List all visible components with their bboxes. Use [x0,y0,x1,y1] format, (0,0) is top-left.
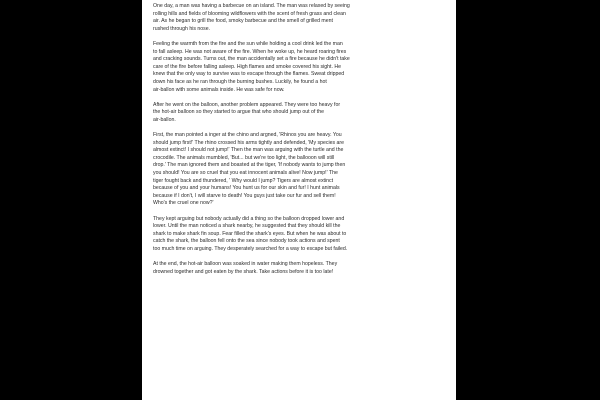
paragraph-6 [153,261,449,276]
text-line: to fall asleep. He was not aware of the fire. When he woke up, he heard roaring fires [153,48,347,55]
paragraph-5 [153,216,449,254]
story-text [153,3,449,284]
text-line: drop.' The man ignored them and boasted at the tiger, 'If nobody wants to jump then [153,162,346,169]
paragraph-1 [153,3,449,33]
text-line: the hot-air balloon so they started to argue that who should jump out of the [153,109,325,116]
document-page [142,0,456,400]
text-line: should jump first!' The rhino crossed his arms tightly and defended, 'My species are [153,139,345,146]
text-line: care of the fire before falling asleep. High flames and smoke covered his sight. He [153,63,342,70]
paragraph-3 [153,102,449,125]
text-line: lower. Until the man noticed a shark nearby, he suggested that they should kill the [153,223,341,230]
text-line: you should! You are so cruel that you eat innocent animals alive! Now jump!' The [153,170,338,177]
text-line: too much time on arguing. They desperately searched for a way to escape but failed. [153,246,348,252]
paragraph-2 [153,41,449,94]
text-line: One day, a man was having a barbecue on an island. The man was relaxed by seeing [153,3,350,9]
text-line: shark to make shark fin soup. Fear filled the shark's eyes. But when he was about to [153,230,347,237]
paragraph-4 [153,132,449,208]
text-line: and cracking sounds. Turns out, the man accidentally set a fire because he didn't take [153,56,350,63]
text-line: because of you and your humans! You hunt us for our skin and fur! I hunt animals [153,185,340,192]
text-line: catch the shark, the balloon fell onto the sea since nobody took actions and spent [153,238,340,245]
text-line: tiger fought back and thundered, ' Why would I jump? Tigers are almost extinct [153,177,334,184]
text-line: knew that the only way to survive was to escape through the flames. Sweat dripped [153,71,345,78]
text-line: crocodile. The animals mumbled, 'But... but we're too light, the ballooon will still [153,154,335,161]
text-line: After he went on the balloon, another problem appeared. They were too heavy for [153,101,341,108]
text-line: They kept arguing but nobody actually did a thing so the balloon dropped lower and [153,215,345,222]
text-line: air-ballon with some animals inside. He was safe for now. [153,86,285,93]
text-line: Feeling the warmth from the fire and the sun while holding a cool drink led the man [153,40,343,47]
text-line: rolling hills and fields of blooming wildflowers with the scent of fresh grass and clean [153,10,346,17]
text-line: because if I don't, I will starve to death! You guys just take our fur and sell them! [153,192,336,199]
text-line: Who's the cruel one now?' [153,200,214,207]
text-line: At the end, the hot-air balloon was soaked in water making them hopeless. They [153,261,338,268]
text-line: First, the man pointed a inger at the chino and argned, 'Rhinos you are heavy. You [153,132,342,139]
text-line: rushed through his nose. [153,25,211,32]
text-line: air-ballon. [153,116,176,123]
text-line: almost extinct! I should not jump!' Then the man was arguing with the turtle and the [153,147,344,154]
text-line: air. As he began to grill the food, smoky barbecue and the smell of grilled ment [153,18,333,25]
text-line: drowned together and got eaten by the shark. Take actions before it is too late! [153,268,334,275]
text-line: down his face as he ran through the burning bushes. Luckily, he found a hot [153,78,327,85]
